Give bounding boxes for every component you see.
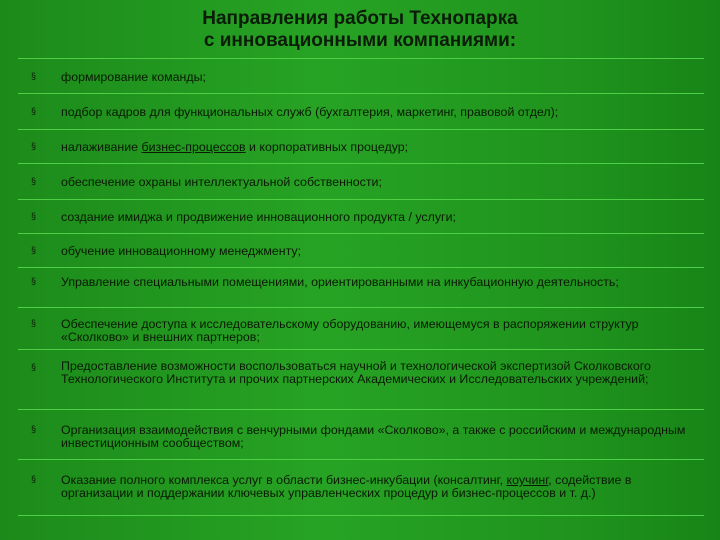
item-text: Обеспечение доступа к исследовательскому оборудованию, имеющемуся в распоряжении структур «Сколково» и внешних партнеров;: [61, 317, 639, 344]
title-line-2: с инновационными компаниями:: [203, 30, 517, 51]
item-text: [61, 474, 691, 499]
list-item: [18, 164, 704, 200]
bullet-icon: §: [31, 424, 37, 434]
item-text: Организация взаимодействия с венчурными фондами «Сколково», а также с российским и международным инвестиционным сообществом;: [61, 423, 686, 450]
item-text-before: Оказание полного комплекса услуг в области бизнес-инкубации (консалтинг,: [61, 473, 507, 487]
item-text: подбор кадров для функциональных служб (бухгалтерия, маркетинг, правовой отдел);: [61, 105, 559, 119]
bullet-icon: §: [31, 106, 37, 116]
item-text-after: , содействие в организации и поддержании ключевых управленческих процедур и бизнес-процессов и т. д.): [61, 473, 632, 500]
business-processes-link[interactable]: бизнес-процессов: [141, 140, 246, 154]
list-item: [18, 234, 704, 268]
bullet-icon: §: [31, 318, 37, 328]
item-text: формирование команды;: [61, 70, 206, 84]
bullet-icon: §: [31, 276, 37, 286]
title-line-1: Направления работы Технопарка: [202, 8, 518, 29]
list-item: [18, 94, 704, 130]
bullet-icon: §: [31, 245, 37, 255]
slide-title: [0, 8, 720, 52]
item-text: создание имиджа и продвижение инновационного продукта / услуги;: [61, 210, 456, 224]
list-item: [18, 268, 704, 308]
bullet-icon: §: [31, 362, 37, 372]
list-item: [18, 200, 704, 234]
item-text-after: и корпоративных процедур;: [245, 140, 409, 154]
item-text: Предоставление возможности воспользоваться научной и технологической экспертизой Сколковского Технологического Института и прочих партнерских Академических и Исследовательских учреждений;: [61, 359, 651, 386]
item-text-before: налаживание: [61, 140, 142, 154]
list-item: [18, 130, 704, 164]
bullet-icon: §: [31, 71, 37, 81]
list-item: [18, 308, 704, 350]
coaching-link[interactable]: коучинг: [506, 473, 549, 487]
list-item: [18, 410, 704, 460]
list-item: [18, 58, 704, 94]
item-text: Управление специальными помещениями, ориентированными на инкубационную деятельность;: [61, 275, 619, 289]
bullet-icon: §: [31, 211, 37, 221]
directions-table: [18, 58, 704, 534]
item-text: [61, 141, 691, 154]
bullet-icon: §: [31, 474, 37, 484]
list-item: [18, 350, 704, 410]
bullet-icon: §: [31, 176, 37, 186]
bullet-icon: §: [31, 141, 37, 151]
item-text: обеспечение охраны интеллектуальной собственности;: [61, 175, 382, 189]
item-text: обучение инновационному менеджменту;: [61, 244, 302, 258]
list-item: [18, 460, 704, 516]
